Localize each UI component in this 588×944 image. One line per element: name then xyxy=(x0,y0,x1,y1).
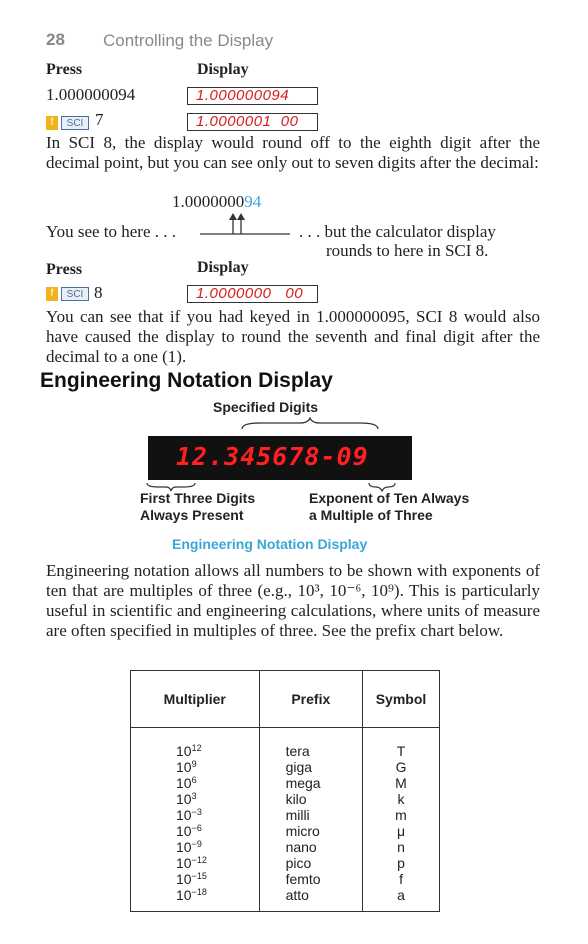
symbol-value: n xyxy=(397,839,405,855)
press-entry: 8 xyxy=(94,283,103,302)
prefix-value: nano xyxy=(285,839,317,855)
led-display-panel xyxy=(148,436,412,480)
display-value: 1.0000001 00 xyxy=(196,113,299,130)
figure-label-left-line2: Always Present xyxy=(140,507,244,523)
symbol-value: T xyxy=(396,743,406,759)
note-right: . . . but the calculator display xyxy=(299,222,496,241)
symbol-value: μ xyxy=(396,823,406,839)
display-value: 1.0000000 00 xyxy=(196,285,304,302)
multiplier-value xyxy=(176,791,258,807)
prefix-column xyxy=(259,735,362,912)
multiplier-exponent: −12 xyxy=(191,855,207,865)
prefix-value: giga xyxy=(285,759,313,775)
symbol-value: m xyxy=(395,807,407,823)
brace-icon xyxy=(240,417,380,431)
multiplier-base: 10 xyxy=(176,871,192,887)
prefix-table xyxy=(130,670,440,912)
sci-key-icon: SCI xyxy=(61,287,89,301)
symbol-value: M xyxy=(395,775,407,791)
paragraph: In SCI 8, the display would round off to the eighth digit after the decimal point, but you can see only out to seven digits after the decimal: xyxy=(46,133,540,172)
press-column-header: Press xyxy=(46,61,83,78)
note-right-continued: rounds to here in SCI 8. xyxy=(326,241,489,260)
multiplier-base: 10 xyxy=(176,839,192,855)
example-number-blue: 94 xyxy=(244,192,262,211)
table-header-multiplier: Multiplier xyxy=(131,671,260,728)
multiplier-value xyxy=(176,855,258,871)
example-number xyxy=(172,192,261,212)
multiplier-base: 10 xyxy=(176,807,192,823)
press-entry: 1.000000094 xyxy=(46,85,136,104)
page-number: 28 xyxy=(46,30,65,49)
figure-label-right xyxy=(309,490,469,524)
sci-key-icon: SCI xyxy=(61,116,89,130)
multiplier-exponent: 3 xyxy=(191,791,197,801)
multiplier-exponent: −6 xyxy=(191,823,202,833)
table-header-prefix: Prefix xyxy=(259,671,362,728)
multiplier-exponent: −9 xyxy=(191,839,202,849)
multiplier-column xyxy=(131,735,260,912)
paragraph: You can see that if you had keyed in 1.000000095, SCI 8 would also have caused the display to round the seventh and final digit after the decimal to a one (1). xyxy=(46,307,540,366)
figure-caption: Engineering Notation Display xyxy=(172,536,368,552)
multiplier-exponent: −15 xyxy=(191,871,207,881)
multiplier-value xyxy=(176,823,258,839)
multiplier-base: 10 xyxy=(176,855,192,871)
prefix-value: micro xyxy=(285,823,320,839)
prefix-value: tera xyxy=(285,743,310,759)
paragraph: Engineering notation allows all numbers to be shown with exponents of ten that are multiples of three (e.g., 10³, 10⁻⁶, 10⁹). This is particularly useful in scientific and engineering calculations, where units of measure are often specified in multiples of three. See the prefix chart below. xyxy=(46,561,540,640)
multiplier-exponent: −18 xyxy=(191,887,207,897)
figure-label-right-line2: a Multiple of Three xyxy=(309,507,433,523)
calculator-display xyxy=(187,113,318,131)
section-heading: Engineering Notation Display xyxy=(40,369,333,392)
symbol-value: k xyxy=(397,791,405,807)
multiplier-value xyxy=(176,839,258,855)
multiplier-base: 10 xyxy=(176,743,192,759)
multiplier-base: 10 xyxy=(176,775,192,791)
symbol-value: a xyxy=(397,887,405,903)
multiplier-value xyxy=(176,871,258,887)
figure-label-left-line1: First Three Digits xyxy=(140,490,256,506)
multiplier-exponent: 12 xyxy=(191,743,202,753)
symbol-value: f xyxy=(399,871,403,887)
page-header-title: Controlling the Display xyxy=(103,31,274,50)
f-key-icon: f xyxy=(46,116,58,130)
symbol-value: p xyxy=(397,855,405,871)
calculator-display xyxy=(187,285,318,303)
multiplier-base: 10 xyxy=(176,759,192,775)
multiplier-value xyxy=(176,759,258,775)
press-entry: 7 xyxy=(95,110,104,129)
symbol-column xyxy=(363,735,440,912)
press-column-header: Press xyxy=(46,261,83,278)
calculator-display xyxy=(187,87,318,105)
multiplier-value xyxy=(176,807,258,823)
multiplier-value xyxy=(176,775,258,791)
prefix-value: pico xyxy=(285,855,312,871)
display-value: 1.000000094 xyxy=(196,87,290,104)
example-number-black: 1.0000000 xyxy=(172,192,245,211)
multiplier-value xyxy=(176,887,258,903)
figure-label-left xyxy=(140,490,255,524)
f-key-icon: f xyxy=(46,287,58,301)
prefix-value: mega xyxy=(285,775,321,791)
display-column-header: Display xyxy=(197,259,249,276)
symbol-value: G xyxy=(395,759,407,775)
figure-label-specified-digits: Specified Digits xyxy=(213,399,319,415)
multiplier-base: 10 xyxy=(176,823,192,839)
multiplier-exponent: −3 xyxy=(191,807,202,817)
prefix-value: femto xyxy=(285,871,321,887)
led-digits: 12.345678-09 xyxy=(176,442,369,471)
table-header-symbol: Symbol xyxy=(363,671,440,728)
multiplier-base: 10 xyxy=(176,887,192,903)
multiplier-value xyxy=(176,743,258,759)
multiplier-exponent: 6 xyxy=(191,775,197,785)
note-left: You see to here . . . xyxy=(46,222,177,241)
display-column-header: Display xyxy=(197,61,249,78)
figure-label-right-line1: Exponent of Ten Always xyxy=(309,490,470,506)
prefix-value: kilo xyxy=(285,791,307,807)
multiplier-base: 10 xyxy=(176,791,192,807)
prefix-value: atto xyxy=(285,887,309,903)
multiplier-exponent: 9 xyxy=(191,759,197,769)
prefix-value: milli xyxy=(285,807,310,823)
